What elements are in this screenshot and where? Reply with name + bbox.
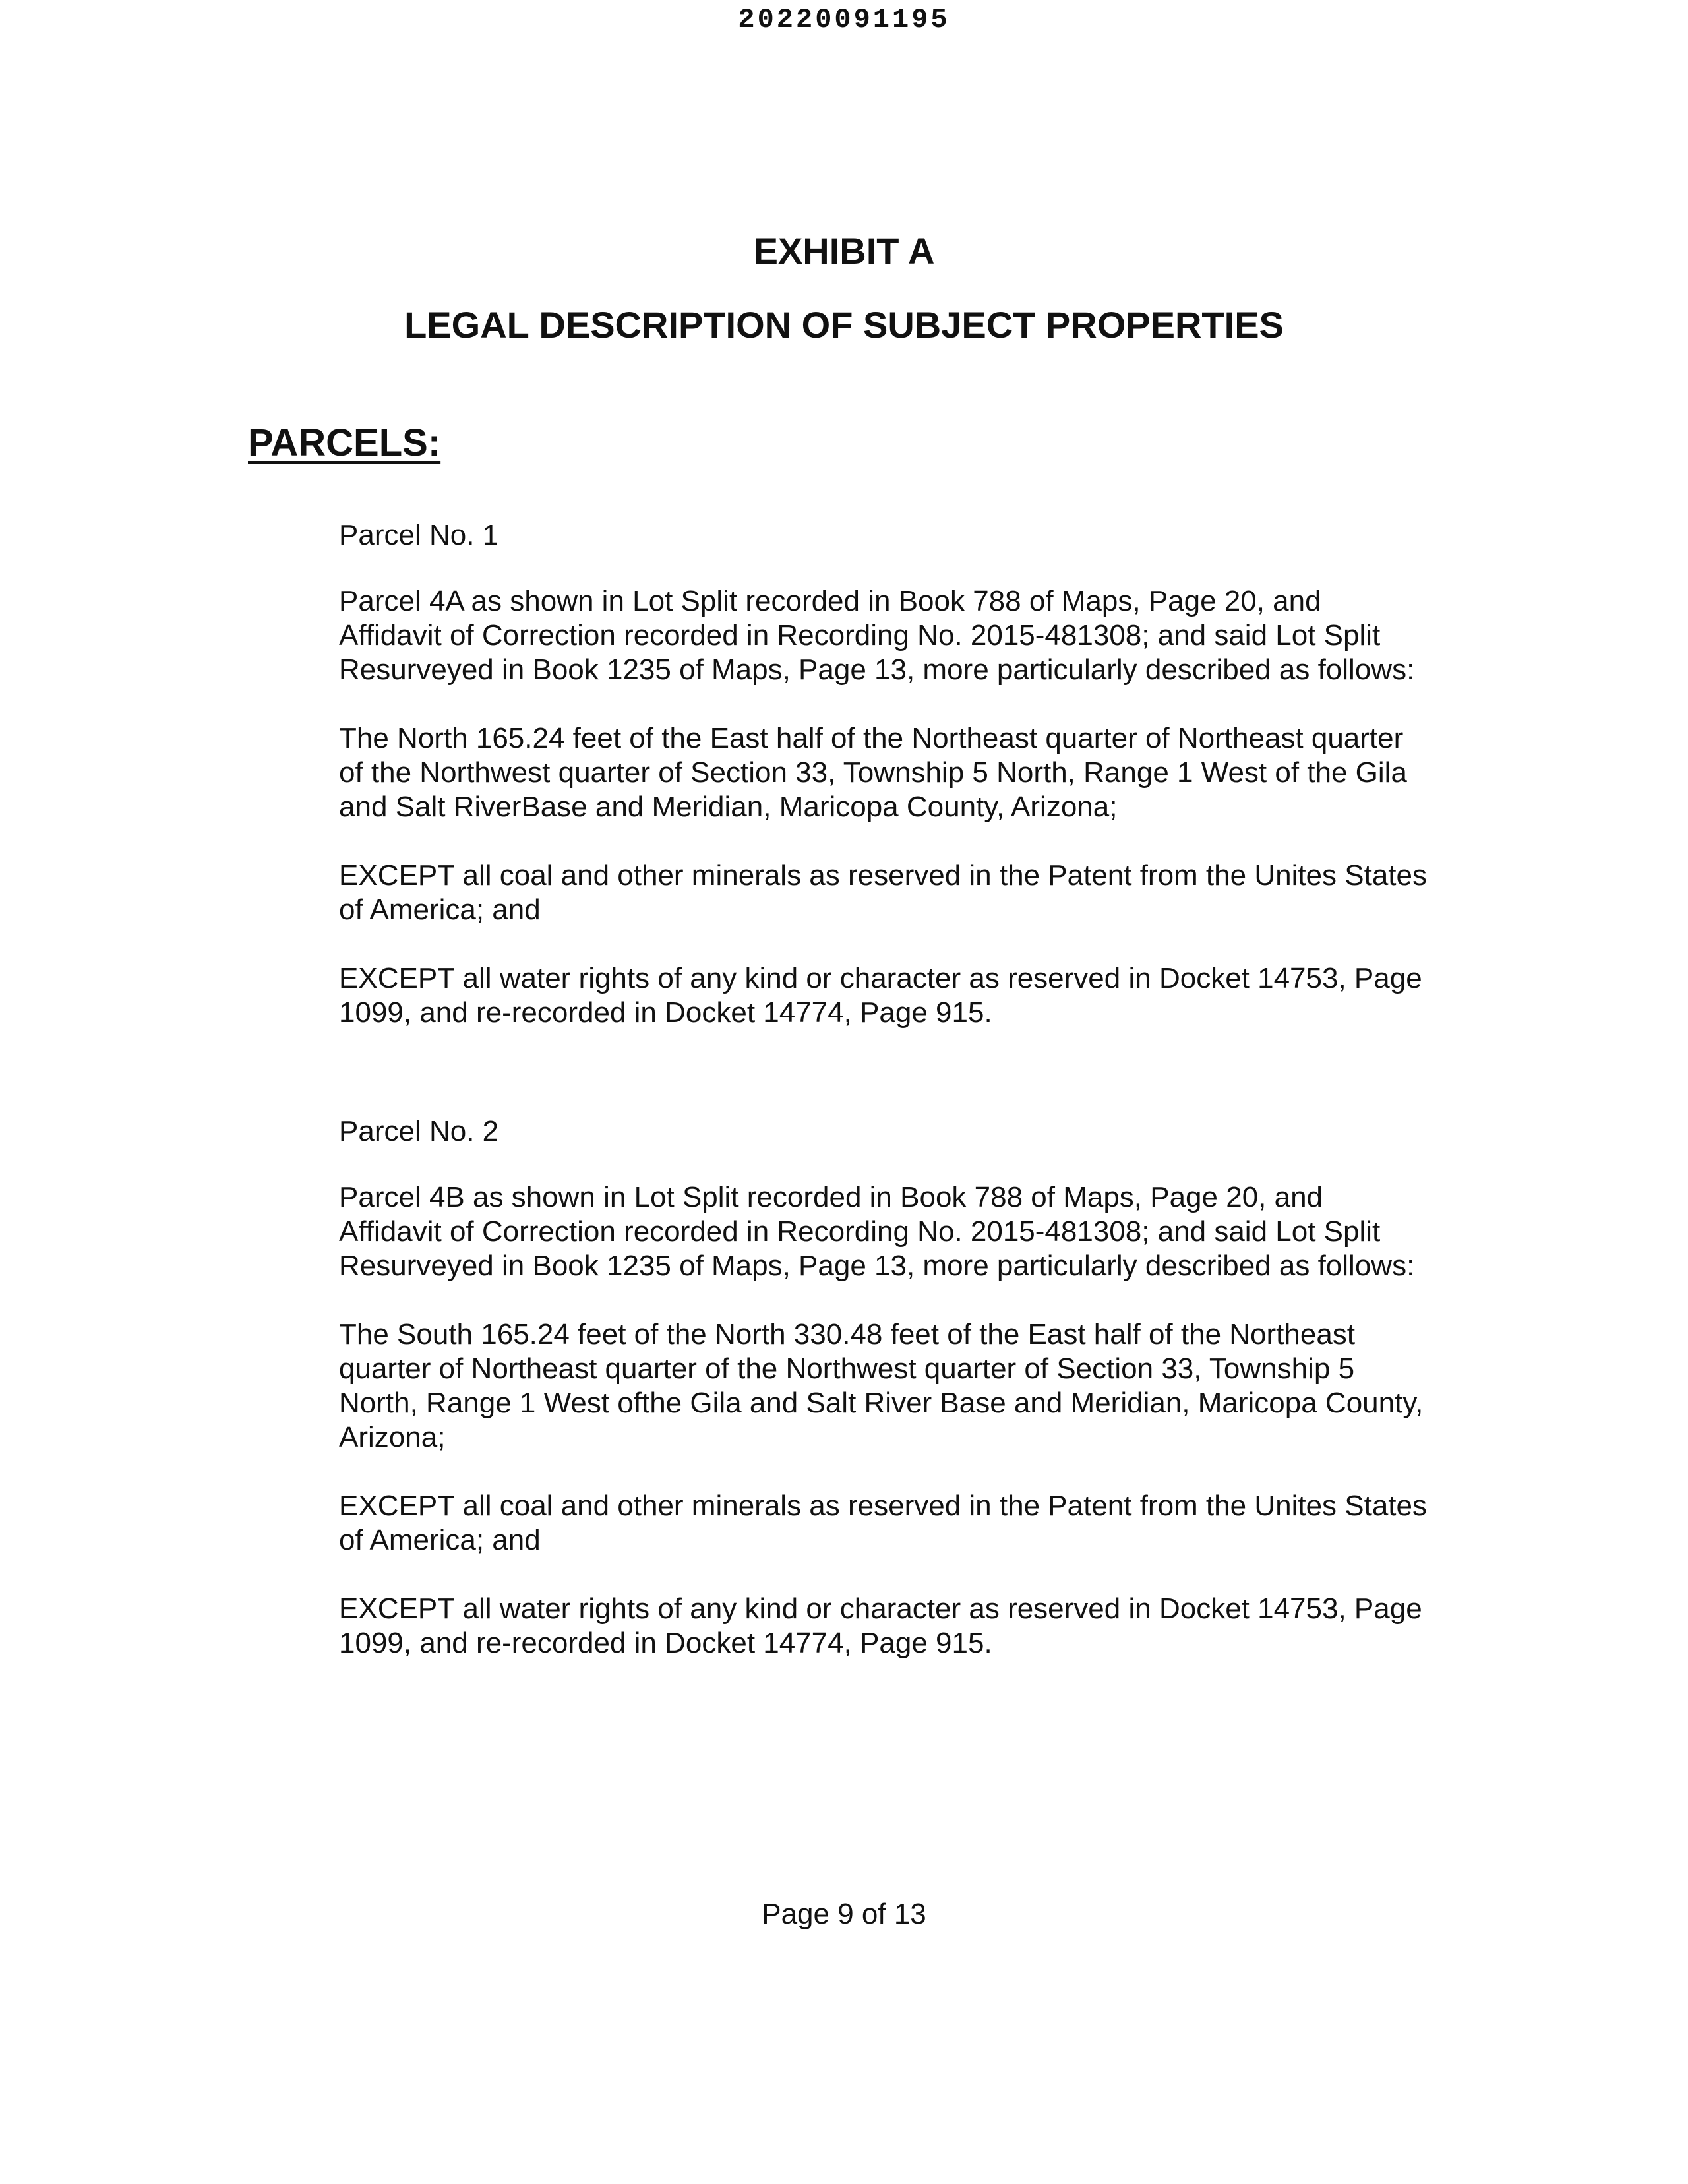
parcel-legal-boundary: The North 165.24 feet of the East half of the Northeast quarter of Northeast quarter of the Northwest quarter of Section 33, Township 5 North, Range 1 West of the Gila and Salt RiverBase and Meridian, Maricopa County, Arizona; [339,722,1407,823]
parcel-2 [339,1114,1427,1695]
parcel-description: Parcel 4A as shown in Lot Split recorded in Book 788 of Maps, Page 20, and Affidavit of Correction recorded in Recording No. 2015-481308; and said Lot Split Resurveyed in Book 1235 of Maps, Page 13, more particularly described as follows: [339,585,1415,686]
exhibit-title: EXHIBIT A [753,230,935,272]
parcel-legal-boundary: The South 165.24 feet of the North 330.48 feet of the East half of the Northeast quarter of Northeast quarter of the Northwest quarter of Section 33, Township 5 North, Range 1 West ofthe Gila and Salt River Base and Meridian, Maricopa County, Arizona; [339,1318,1424,1453]
mineral-exception: EXCEPT all coal and other minerals as reserved in the Patent from the Unites States of America; and [339,859,1427,926]
page-number: Page 9 of 13 [762,1898,926,1930]
water-rights-exception: EXCEPT all water rights of any kind or character as reserved in Docket 14753, Page 1099, and re-recorded in Docket 14774, Page 915. [339,962,1422,1029]
parcel-description: Parcel 4B as shown in Lot Split recorded in Book 788 of Maps, Page 20, and Affidavit of Correction recorded in Recording No. 2015-481308; and said Lot Split Resurveyed in Book 1235 of Maps, Page 13, more particularly described as follows: [339,1181,1415,1282]
mineral-exception: EXCEPT all coal and other minerals as reserved in the Patent from the Unites States of America; and [339,1490,1427,1556]
recording-number: 20220091195 [738,4,950,36]
parcel-1 [339,518,1427,1064]
parcels-heading: PARCELS: [248,421,441,464]
water-rights-exception: EXCEPT all water rights of any kind or character as reserved in Docket 14753, Page 1099, and re-recorded in Docket 14774, Page 915. [339,1592,1422,1659]
parcel-label: Parcel No. 1 [339,519,499,551]
parcel-label: Parcel No. 2 [339,1115,499,1147]
exhibit-subtitle: LEGAL DESCRIPTION OF SUBJECT PROPERTIES [404,304,1284,346]
